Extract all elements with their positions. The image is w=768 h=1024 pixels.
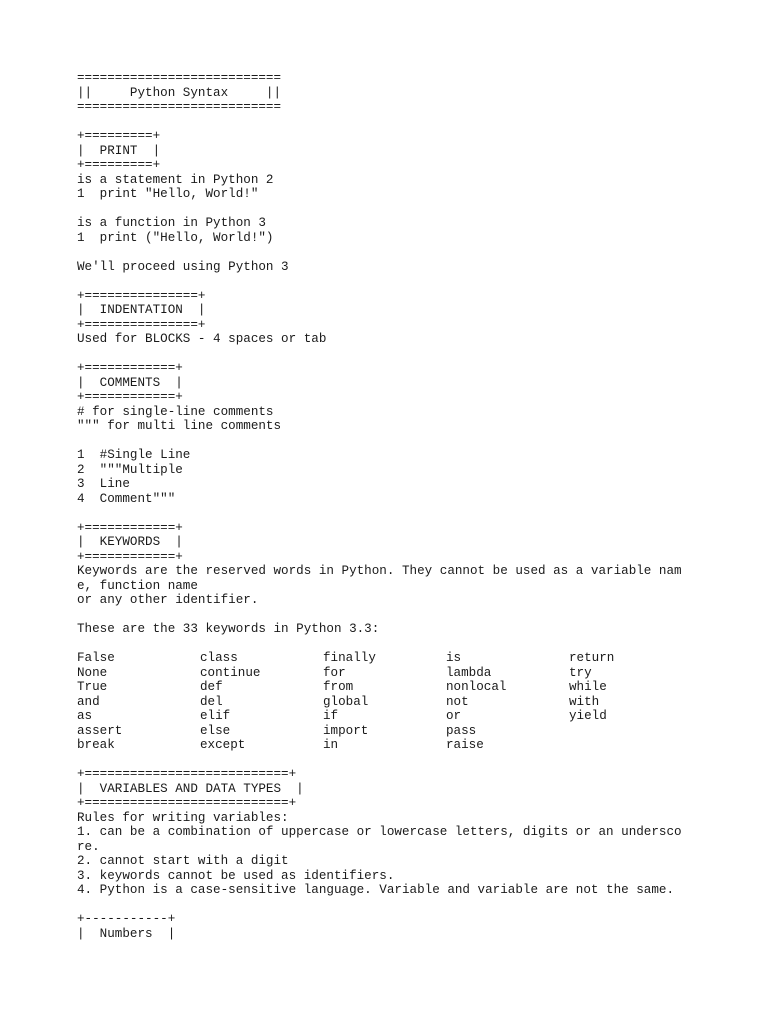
comments-heading: | COMMENTS |	[77, 375, 183, 390]
keyword-cell: yield	[569, 709, 607, 723]
keyword-cell	[569, 724, 692, 739]
keyword-cell: and	[77, 694, 100, 709]
keyword-cell: except	[200, 738, 246, 752]
keyword-cell: False	[77, 651, 115, 665]
title-border-top: ===========================	[77, 71, 282, 85]
keyword-cell: del	[200, 694, 223, 709]
print-box-bottom: +=========+	[77, 158, 161, 172]
keyword-cell: while	[569, 680, 607, 694]
keywords-description: or any other identifier.	[77, 593, 259, 607]
comments-example-line: 1 #Single Line	[77, 448, 191, 462]
print-heading: | PRINT |	[77, 143, 161, 158]
indentation-box-top: +===============+	[77, 288, 206, 303]
keyword-cell: nonlocal	[446, 680, 507, 694]
comments-example-line: 2 """Multiple	[77, 462, 183, 477]
keywords-box-bottom: +============+	[77, 549, 183, 564]
keyword-cell: import	[323, 723, 369, 738]
keywords-description: e, function name	[77, 578, 198, 593]
spacer	[77, 245, 757, 260]
print-box-top: +=========+	[77, 129, 161, 143]
indentation-box-bottom: +===============+	[77, 317, 206, 332]
keyword-cell: global	[323, 694, 369, 709]
indentation-heading: | INDENTATION |	[77, 303, 206, 317]
keywords-row	[77, 680, 757, 695]
keyword-cell: in	[323, 738, 339, 752]
keywords-row	[77, 695, 757, 710]
keyword-cell: elif	[200, 709, 231, 723]
print-py2-text: is a statement in Python 2	[77, 172, 274, 187]
keyword-cell: def	[200, 680, 223, 694]
spacer	[77, 506, 757, 521]
comments-box-top: +============+	[77, 361, 183, 375]
keywords-count-line: These are the 33 keywords in Python 3.3:	[77, 622, 380, 636]
document-title: || Python Syntax ||	[77, 85, 282, 100]
spacer	[77, 274, 757, 289]
comments-box-bottom: +============+	[77, 390, 183, 404]
keyword-cell: with	[569, 694, 600, 709]
spacer	[77, 202, 757, 217]
print-py2-code: 1 print "Hello, World!"	[77, 187, 259, 201]
print-py3-text: is a function in Python 3	[77, 216, 266, 230]
keywords-description: Keywords are the reserved words in Python. They cannot be used as a variable nam	[77, 564, 682, 578]
keywords-row	[77, 666, 757, 681]
keywords-table	[77, 651, 757, 753]
variables-rule-line: 1. can be a combination of uppercase or lowercase letters, digits or an undersco	[77, 825, 682, 839]
print-proceed-text: We'll proceed using Python 3	[77, 259, 289, 274]
keywords-row	[77, 724, 757, 739]
variables-box-top: +===========================+	[77, 767, 297, 781]
keyword-cell	[569, 738, 692, 753]
variables-rule-line: 2. cannot start with a digit	[77, 854, 289, 868]
variables-rule-line: Rules for writing variables:	[77, 810, 289, 825]
keyword-cell: not	[446, 694, 469, 709]
keyword-cell: class	[200, 651, 238, 665]
keyword-cell: for	[323, 665, 346, 680]
keyword-cell: as	[77, 709, 93, 723]
keyword-cell: or	[446, 709, 462, 723]
print-py3-code: 1 print ("Hello, World!")	[77, 230, 274, 245]
keyword-cell: from	[323, 680, 354, 694]
document-page	[77, 71, 757, 941]
keyword-cell: continue	[200, 665, 261, 680]
keyword-cell: True	[77, 680, 108, 694]
comments-example-line: 4 Comment"""	[77, 491, 176, 506]
comments-example-line: 3 Line	[77, 477, 130, 491]
spacer	[77, 608, 757, 623]
keyword-cell: None	[77, 665, 108, 680]
spacer	[77, 898, 757, 913]
keywords-box-top: +============+	[77, 520, 183, 535]
spacer	[77, 347, 757, 362]
variables-rule-line: 3. keywords cannot be used as identifiers.	[77, 868, 395, 883]
variables-heading: | VARIABLES AND DATA TYPES |	[77, 781, 304, 796]
comments-single-line-text: # for single-line comments	[77, 404, 274, 419]
spacer	[77, 115, 757, 130]
keywords-row	[77, 709, 757, 724]
keyword-cell: break	[77, 738, 115, 752]
spacer	[77, 434, 757, 449]
keywords-heading: | KEYWORDS |	[77, 535, 183, 549]
indentation-text: Used for BLOCKS - 4 spaces or tab	[77, 332, 327, 346]
numbers-box-top: +-----------+	[77, 912, 176, 926]
keyword-cell: raise	[446, 738, 484, 752]
keyword-cell: lambda	[446, 665, 492, 680]
keyword-cell: assert	[77, 723, 123, 738]
keywords-row	[77, 651, 757, 666]
variables-box-bottom: +===========================+	[77, 796, 297, 810]
keyword-cell: is	[446, 651, 462, 665]
keyword-cell: if	[323, 709, 339, 723]
variables-rule-line: 4. Python is a case-sensitive language. Variable and variable are not the same.	[77, 883, 675, 897]
variables-rule-line: re.	[77, 839, 100, 854]
keyword-cell: else	[200, 723, 231, 738]
keyword-cell: return	[569, 651, 615, 665]
spacer	[77, 753, 757, 768]
keyword-cell: finally	[323, 651, 376, 665]
keyword-cell: try	[569, 665, 592, 680]
title-border-bottom: ===========================	[77, 100, 282, 114]
numbers-heading: | Numbers |	[77, 926, 176, 941]
keywords-row	[77, 738, 757, 753]
comments-multi-line-text: """ for multi line comments	[77, 419, 282, 433]
keyword-cell: pass	[446, 723, 477, 738]
spacer	[77, 637, 757, 652]
